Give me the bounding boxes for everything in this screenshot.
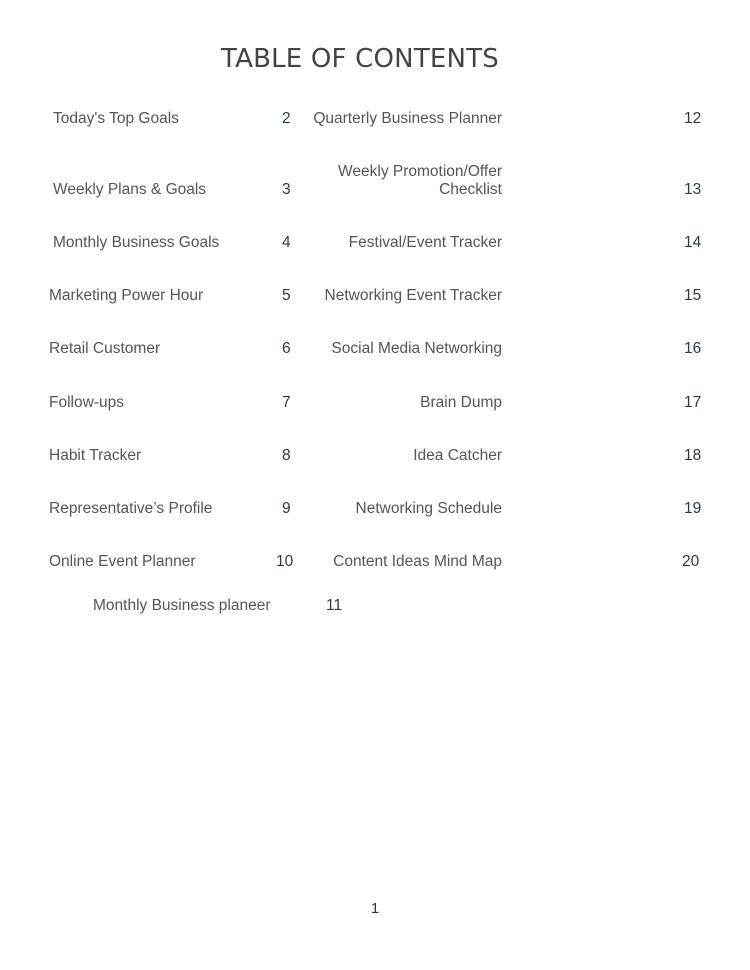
toc-entry-page: 7	[282, 394, 291, 411]
toc-entry-page: 16	[684, 340, 702, 357]
toc-entry-page: 11	[326, 597, 343, 614]
toc-entry-label: Online Event Planner	[49, 553, 196, 570]
toc-entry-page: 20	[682, 553, 700, 570]
toc-entry-label: Checklist	[439, 181, 502, 198]
toc-entry-page: 15	[684, 287, 702, 304]
toc-entry-label: Marketing Power Hour	[49, 287, 204, 304]
toc-entry-page: 17	[684, 394, 702, 411]
toc-entry-page: 10	[276, 553, 294, 570]
toc-entry-label: Retail Customer	[49, 340, 161, 357]
toc-entry-label: Today's Top Goals	[53, 110, 179, 127]
toc-entry-page: 12	[684, 110, 702, 127]
toc-entry-page: 13	[684, 181, 702, 198]
toc-entry-label: Content Ideas Mind Map	[333, 553, 502, 570]
toc-entry-label: Festival/Event Tracker	[348, 234, 502, 251]
toc-entry-page: 9	[282, 500, 291, 517]
toc-entry-label: Quarterly Business Planner	[313, 110, 502, 127]
toc-entry-label: Networking Event Tracker	[324, 287, 502, 304]
toc-entry-label: Representative’s Profile	[49, 500, 213, 517]
toc-entry-label: Monthly Business planeer	[93, 597, 271, 614]
toc-entry-page: 19	[684, 500, 702, 517]
toc-entry-label: Idea Catcher	[413, 447, 502, 464]
toc-entry-label: Monthly Business Goals	[53, 234, 220, 251]
toc-entry-label: Social Media Networking	[331, 340, 502, 357]
page-number: 1	[370, 900, 380, 917]
toc-entry-page: 4	[282, 234, 291, 251]
toc-entry-label: Networking Schedule	[355, 500, 502, 517]
toc-entry-page: 6	[282, 340, 291, 357]
toc-entry-label: Follow-ups	[49, 394, 124, 411]
toc-entry-page: 2	[282, 110, 291, 127]
toc-entry-page: 14	[684, 234, 702, 251]
toc-entry-label: Habit Tracker	[49, 447, 142, 464]
toc-entry-label: Weekly Plans & Goals	[53, 181, 207, 198]
toc-entry-page: 18	[684, 447, 702, 464]
toc-entry-page: 8	[282, 447, 291, 464]
page-title: TABLE OF CONTENTS	[221, 44, 499, 74]
toc-entry-label: Weekly Promotion/Offer	[338, 163, 502, 180]
toc-entry-page: 5	[282, 287, 291, 304]
toc-entry-label: Brain Dump	[420, 394, 502, 411]
toc-entry-page: 3	[282, 181, 291, 198]
